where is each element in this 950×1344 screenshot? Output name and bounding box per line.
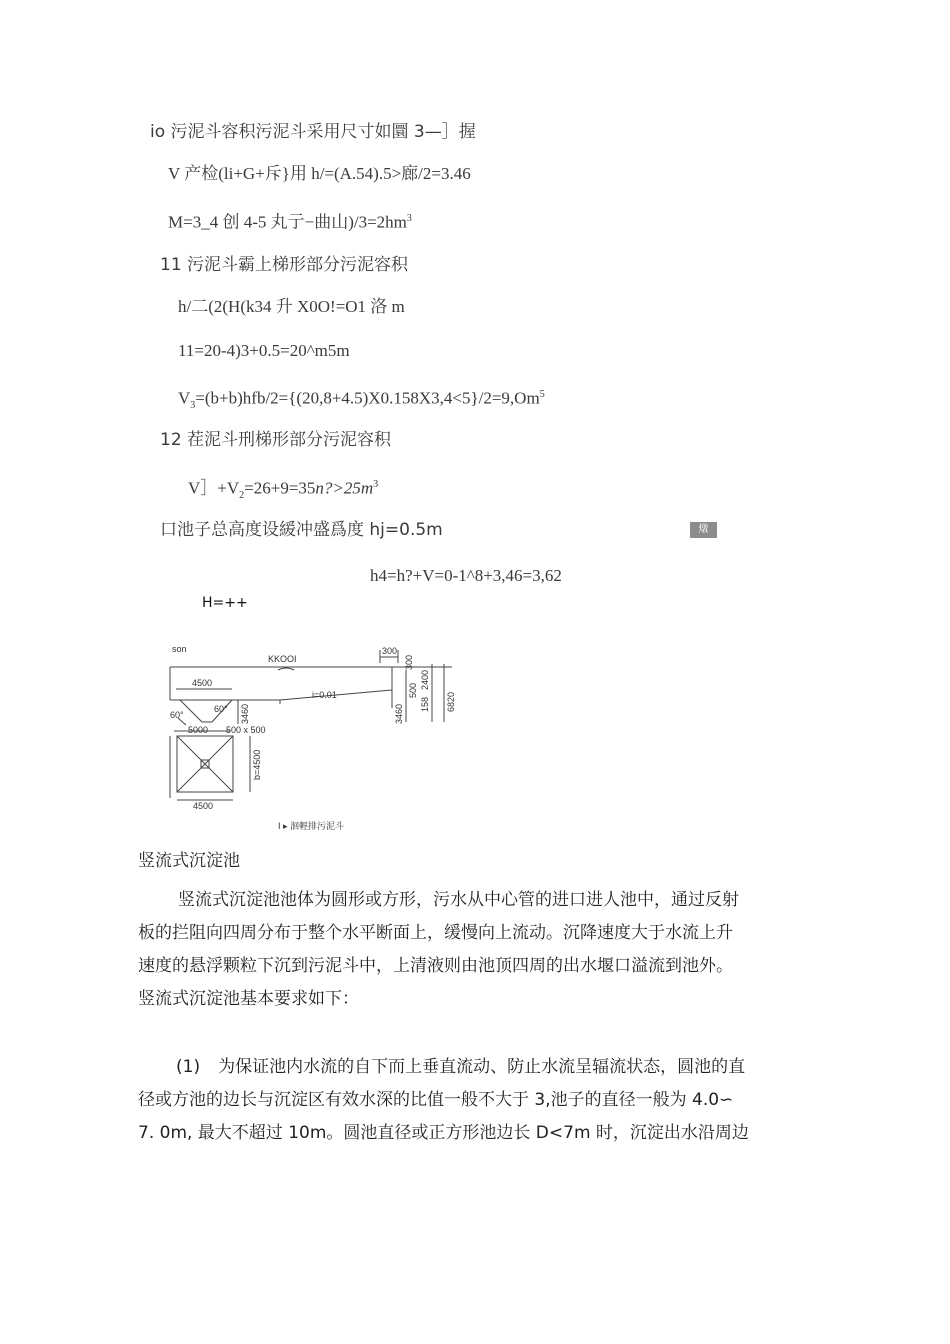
formula-line-9-sub: 2	[239, 490, 245, 502]
formula-line-9-b: =26+9=35	[244, 478, 316, 498]
list-item-1-line-3: 7. 0m, 最大不超过 10m。圆池直径或正方形池边长 D<7m 时，沉淀出水沿周边	[138, 1123, 749, 1143]
formula-line-7-a: V	[178, 388, 191, 408]
formula-line-3-sup: 3	[406, 213, 412, 224]
formula-line-1: io 污泥斗容积污泥斗采用尺寸如圜 3—］握	[150, 122, 476, 142]
sludge-hopper-figure	[160, 640, 460, 830]
formula-line-10: 口池子总高度设緩冲盛爲度 hj=0.5m	[160, 520, 443, 540]
formula-line-5: h/二(2(H(k34 升 X0O!=O1 洛 m	[178, 297, 405, 316]
fig-dim-300: 300	[382, 646, 398, 656]
formula-line-8: 12 茬泥斗刑梯形部分污泥容积	[160, 430, 392, 450]
formula-line-12: H=++	[202, 595, 248, 611]
fig-slope: i=0.01	[312, 690, 337, 700]
paragraph-1-line-4: 竖流式沉淀池基本要求如下：	[138, 989, 359, 1009]
formula-line-3	[168, 208, 412, 234]
fig-right-2400: 2400	[420, 669, 430, 690]
fig-right-3460: 3460	[394, 703, 404, 724]
formula-line-4: 11 污泥斗霸上梯形部分污泥容积	[160, 255, 409, 275]
fig-caption: I ▸ 洄輕排污泥斗	[278, 821, 345, 830]
formula-line-9-c: n?>25m	[315, 478, 374, 498]
formula-line-9	[188, 474, 378, 507]
formula-line-7-sub: 3	[190, 400, 196, 412]
formula-line-9-a: V］+V	[188, 478, 240, 498]
fig-right-300: 300	[404, 654, 414, 670]
fig-plan-4500: 4500	[193, 801, 214, 811]
formula-line-11: h4=h?+V=0-1^8+3,46=3,62	[370, 566, 562, 585]
fig-plan-b: b=4500	[252, 749, 262, 780]
gray-badge: 燉	[690, 522, 717, 538]
formula-line-3-text: M=3_4 创 4-5 丸亍−曲山)/3=2hm	[168, 212, 407, 232]
paragraph-1-line-3: 速度的悬浮颗粒下沉到污泥斗中，上清液则由池顶四周的出水堰口溢流到池外。	[138, 956, 733, 976]
fig-dim-3460: 3460	[240, 703, 250, 724]
paragraph-1	[138, 884, 810, 1016]
section-heading: 竖流式沉淀池	[138, 851, 240, 871]
formula-line-7-b: =(b+b)hfb/2={(20,8+4.5)X0.158X3,4<5}/2=9,Om	[195, 388, 540, 408]
fig-dim-4500: 4500	[192, 678, 213, 688]
list-item-1	[138, 1051, 810, 1150]
list-item-number: (1)	[176, 1057, 201, 1077]
fig-angle-60a: 60°	[170, 710, 184, 720]
fig-dim-5000: 5000	[188, 725, 209, 735]
formula-line-2: V 产检(li+G+斥}用 h/=(A.54).5>廊/2=3.46	[168, 164, 471, 183]
fig-dim-500x500: 500 x 500	[226, 725, 266, 735]
list-item-1-line-1	[138, 1051, 810, 1084]
fig-angle-60b: 60°	[214, 704, 228, 714]
formula-line-7-sup: 5	[539, 389, 545, 400]
paragraph-1-line-1: 竖流式沉淀池池体为圆形或方形，污水从中心管的进口进人池中，通过反射	[178, 890, 739, 910]
fig-right-500: 500	[408, 682, 418, 698]
formula-line-9-sup: 3	[373, 479, 379, 490]
list-item-1-text-1: 为保证池内水流的自下而上垂直流动、防止水流呈辐流状态，圆池的直	[218, 1057, 746, 1077]
inlet-mark	[278, 668, 294, 670]
fig-right-6820: 6820	[446, 691, 456, 712]
fig-top-mid: KKOOI	[268, 654, 297, 664]
list-item-1-line-2: 径或方池的边长与沉淀区有效水深的比值一般不大于 3,池子的直径一般为 4.0∽	[138, 1090, 734, 1110]
formula-line-7	[178, 384, 545, 417]
fig-right-158: 158	[420, 696, 430, 712]
paragraph-1-line-2: 板的拦阻向四周分布于整个水平断面上，缓慢向上流动。沉降速度大于水流上升	[138, 923, 733, 943]
formula-line-6: 11=20-4)3+0.5=20^m5m	[178, 341, 350, 360]
fig-top-cut: son	[172, 644, 187, 654]
